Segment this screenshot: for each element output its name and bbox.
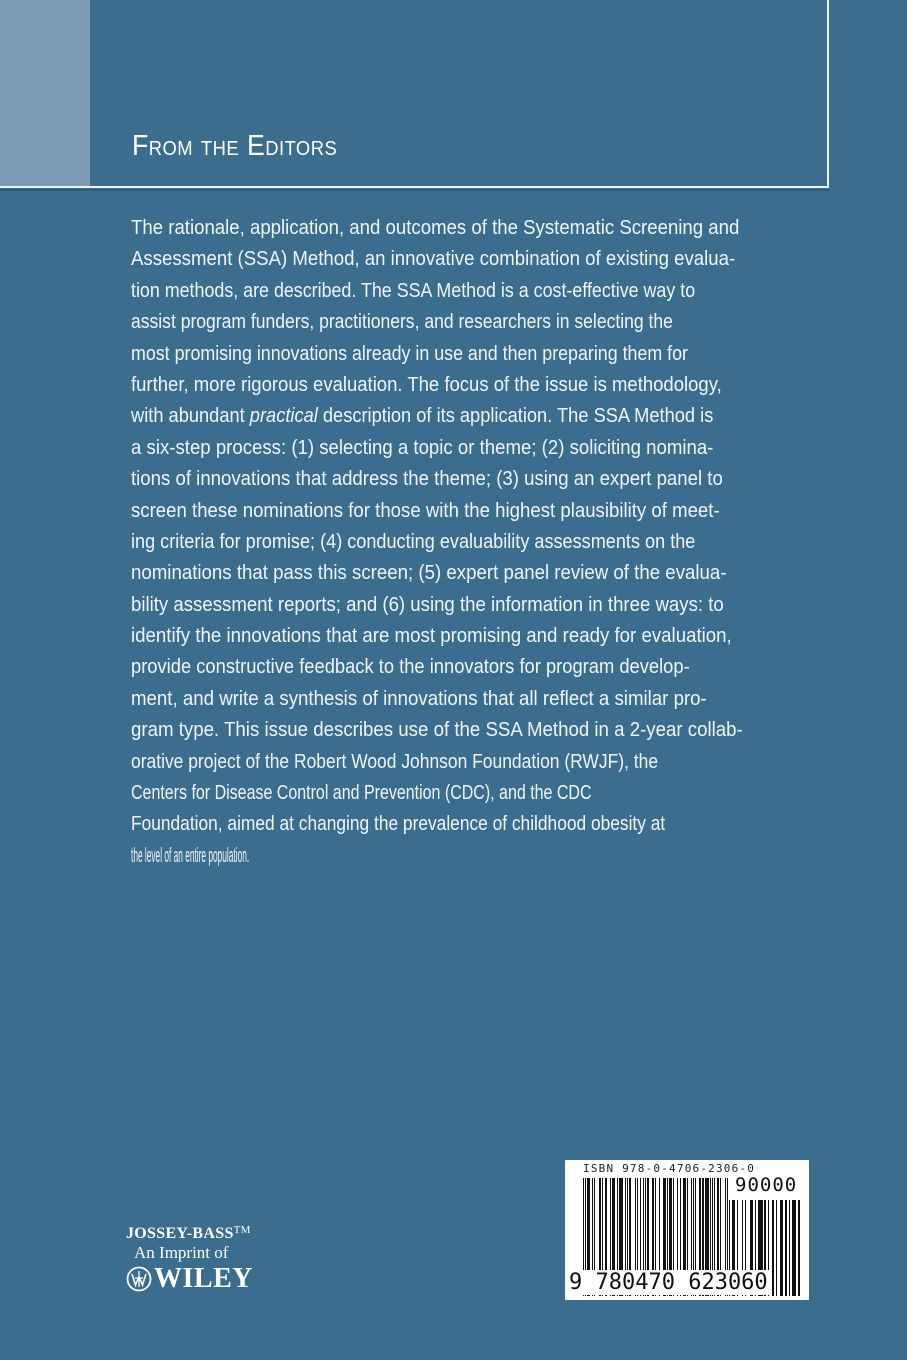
body-line: tion methods, are described. The SSA Method is a cost-effective way to bbox=[131, 278, 696, 302]
emphasis: practical bbox=[249, 404, 318, 428]
trademark-symbol: TM bbox=[233, 1224, 251, 1236]
isbn-barcode bbox=[565, 1160, 809, 1300]
body-line: screen these nominations for those with the highest plausibility of meet- bbox=[131, 498, 720, 522]
wiley-wordmark: WILEY bbox=[154, 1263, 253, 1294]
wiley-logo-icon bbox=[126, 1266, 152, 1292]
body-line: assist program funders, practitioners, and researchers in selecting the bbox=[131, 310, 673, 334]
body-line: ing criteria for promise; (4) conducting evaluability assessments on the bbox=[131, 529, 696, 553]
body-line: provide constructive feedback to the innovators for program develop- bbox=[131, 655, 690, 679]
section-title: From the Editors bbox=[132, 130, 338, 162]
body-line: Foundation, aimed at changing the prevalence of childhood obesity at bbox=[131, 812, 666, 836]
isbn-digits: 9 780470 623060 bbox=[569, 1270, 768, 1295]
imprint-label: JOSSEY-BASS bbox=[126, 1225, 234, 1242]
header-frame-shadow bbox=[0, 189, 830, 191]
imprint-note: An Imprint of bbox=[134, 1243, 229, 1262]
body-line: orative project of the Robert Wood Johnson Foundation (RWJF), the bbox=[131, 749, 659, 773]
body-line: Centers for Disease Control and Prevention (CDC), and the CDC bbox=[131, 781, 592, 805]
description-text bbox=[131, 212, 891, 871]
body-line: ment, and write a synthesis of innovations that all reflect a similar pro- bbox=[131, 686, 707, 710]
parent-publisher bbox=[126, 1264, 253, 1294]
body-line: the level of an entire population. bbox=[131, 843, 250, 867]
body-line: a six-step process: (1) selecting a topic or theme; (2) soliciting nomina- bbox=[131, 435, 714, 459]
price-code: 90000 bbox=[735, 1174, 798, 1196]
body-line: bility assessment reports; and (6) using the information in three ways: to bbox=[131, 592, 724, 616]
body-line: Assessment (SSA) Method, an innovative combination of existing evalua- bbox=[131, 247, 736, 271]
body-line: nominations that pass this screen; (5) expert panel review of the evalua- bbox=[131, 561, 727, 585]
body-line: most promising innovations already in use and then preparing them for bbox=[131, 341, 688, 365]
header-frame bbox=[0, 0, 829, 188]
imprint-name bbox=[126, 1224, 253, 1243]
body-line: gram type. This issue describes use of the SSA Method in a 2-year collab- bbox=[131, 718, 743, 742]
body-line: further, more rigorous evaluation. The focus of the issue is methodology, bbox=[131, 372, 722, 396]
body-line: identify the innovations that are most promising and ready for evaluation, bbox=[131, 624, 732, 648]
body-line: The rationale, application, and outcomes of the Systematic Screening and bbox=[131, 216, 740, 239]
body-line: with abundant practical description of its application. The SSA Method is bbox=[131, 404, 714, 428]
isbn-label: ISBN 978-0-4706-2306-0 bbox=[583, 1162, 756, 1175]
body-line: tions of innovations that address the theme; (3) using an expert panel to bbox=[131, 467, 723, 491]
publisher-logo bbox=[126, 1224, 253, 1294]
